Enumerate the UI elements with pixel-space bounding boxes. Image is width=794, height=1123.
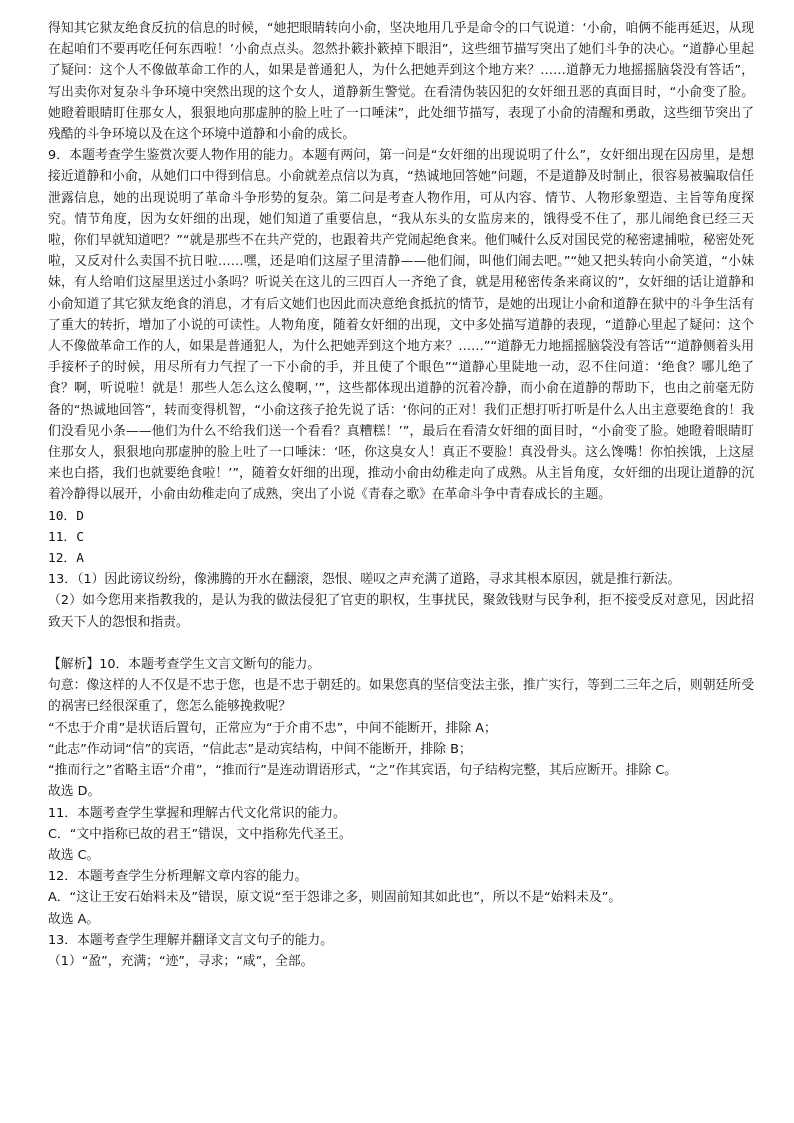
sentence-meaning: 句意：像这样的人不仅是不忠于您，也是不忠于朝廷的。如果您真的坚信变法主张，推广实行，等到二三年之后，则朝廷所受的祸害已经很深重了，您怎么能够挽救呢？: [48, 678, 754, 715]
explanation-11: 11．本题考查学生掌握和理解古代文化常识的能力。: [48, 805, 346, 821]
option-a-analysis: “不忠于介甫”是状语后置句，正常应为“于介甫不忠”，中间不能断开，排除 A；: [48, 720, 497, 736]
answer-12: 12．A: [48, 551, 84, 567]
option-b-analysis: “此志”作动词“信”的宾语，“信此志”是动宾结构，中间不能断开，排除 B；: [48, 741, 472, 757]
explanation-13-part-1: （1）“盈”，充满；“迹”，寻求；“咸”，全部。: [48, 953, 314, 969]
answer-10: 10．D: [48, 508, 84, 524]
choose-c: 故选 C。: [48, 847, 100, 863]
explanation-heading-10: 【解析】10．本题考查学生文言文断句的能力。: [48, 657, 321, 673]
choose-d: 故选 D。: [48, 784, 101, 800]
explanation-12: 12．本题考查学生分析理解文章内容的能力。: [48, 869, 308, 885]
answer-13-part-1: 13．（1）因此谤议纷纷，像沸腾的开水在翻滚，怨恨、嗟叹之声充满了道路，寻求其根本原因，就是推行新法。: [48, 572, 681, 588]
blank-line: [48, 633, 754, 654]
explanation-13: 13．本题考查学生理解并翻译文言文句子的能力。: [48, 932, 334, 948]
explanation-12-option-a: A．“这让王安石始料未及”错误，原文说“至于怨诽之多，则固前知其如此也”，所以不是“始料未及”。: [48, 890, 622, 906]
option-c-analysis: “推而行之”省略主语“介甫”，“推而行”是连动谓语形式，“之”作其宾语，句子结构完整，其后应断开。排除 C。: [48, 763, 678, 779]
choose-a: 故选 A。: [48, 911, 100, 927]
analysis-paragraph-9: 9．本题考查学生鉴赏次要人物作用的能力。本题有两问，第一问是“女奸细的出现说明了什么”，女奸细出现在囚房里，是想接近道静和小俞，从她们口中得到信息。小俞就差点信以为真，“热诚地回答她”问题，不是道静及时制止，很容易被骗取信任泄露信息，她的出现说明了革命斗争形势的复杂。第二问是考查人物作用，可从内容、情节、人物形象塑造、主旨等角度探究。情节角度，因为女奸细的出现，她们知道了重要信息，“我从东头的女监房来的，饿得受不住了，那儿闹绝食已经三天啦，你们早就知道吧？”“就是那些不在共产党的，也跟着共产党闹起绝食来。他们喊什么反对国民党的秘密逮捕啦，秘密处死啦，又反对什么卖国不抗日啦……嘿，还是咱们这屋子里清静——他们闹，叫他们闹去吧。”“她又把头转向小俞笑道，“小妹妹，有人给咱们这屋里送过小条吗？听说关在这儿的三四百人一齐绝了食，就是用秘密传条来商议的”，女奸细的话让道静和小俞知道了其它狱友绝食的消息，才有后文她们也因此而决意绝食抵抗的情节，是她的出现让小俞和道静在狱中的斗争生活有了重大的转折，增加了小说的可读性。人物角度，随着女奸细的出现，文中多处描写道静的表现，“道静心里起了疑问：这个人不像做革命工作的人，如果是普通犯人，为什么把她弄到这个地方来？……”“道静无力地摇摇脑袋没有答话”“道静侧着头用手接杯子的时候，用尽所有力气捏了一下小俞的手，并且使了个眼色”“道静心里陡地一动，忍不住问道：‘绝食？哪儿绝了食？啊，听说啦！就是！那些人怎么这么傻啊，’”，这些都体现出道静的沉着冷静，而小俞在道静的帮助下，也由之前毫无防备的“热诚地回答”，转而变得机智，“小俞这孩子抢先说了话：‘你问的正对！我们正想打听打听是什么人出主意要绝食的！我们没看见小条——他们为什么不给我们送一个看看？真糟糕！’”，最后在看清女奸细的面目时，“小俞变了脸。她瞪着眼睛盯住那女人，狠狠地向那虚肿的脸上吐了一口唾沫：‘呸，你这臭女人！真正不要脸！真没骨头。这么馋嘴！你怕挨饿，上这屋来也白搭，我们也就要绝食啦！’”，随着女奸细的出现，推动小俞由幼稚走向了成熟。从主旨角度，女奸细的出现让道静的沉着冷静得以展开，小俞由幼稚走向了成熟，突出了小说《青春之歌》在革命斗争中青春成长的主题。: [48, 148, 754, 503]
explanation-11-option-c: C．“文中指称已故的君王”错误，文中指称先代圣王。: [48, 826, 352, 842]
answer-13-part-2: （2）如今您用来指教我的，是认为我的做法侵犯了官吏的职权，生事扰民，聚敛钱财与民争利，拒不接受反对意见，因此招致天下人的怨恨和指责。: [48, 593, 754, 630]
answer-11: 11．C: [48, 529, 84, 545]
analysis-paragraph-8-continued: 得知其它狱友绝食反抗的信息的时候，“她把眼睛转向小俞，坚决地用几乎是命令的口气说道：‘小俞，咱俩不能再延迟，从现在起咱们不要再吃任何东西啦！’小俞点点头。忽然扑簌扑簌掉下眼泪”，这些细节描写突出了她们斗争的决心。“道静心里起了疑问：这个人不像做革命工作的人，如果是普通犯人，为什么把她弄到这个地方来？……道静无力地摇摇脑袋没有答话”，写出卖你对复杂斗争环境中突然出现的这个女人，道静新生警觉。在看清伪装囚犯的女奸细丑恶的真面目时，“小俞变了脸。她瞪着眼睛盯住那女人，狠狠地向那虚肿的脸上吐了一口唾沫”，此处细节描写，表现了小俞的清醒和勇敢，这些细节突出了残酷的斗争环境以及在这个环境中道静和小俞的成长。: [48, 21, 754, 143]
